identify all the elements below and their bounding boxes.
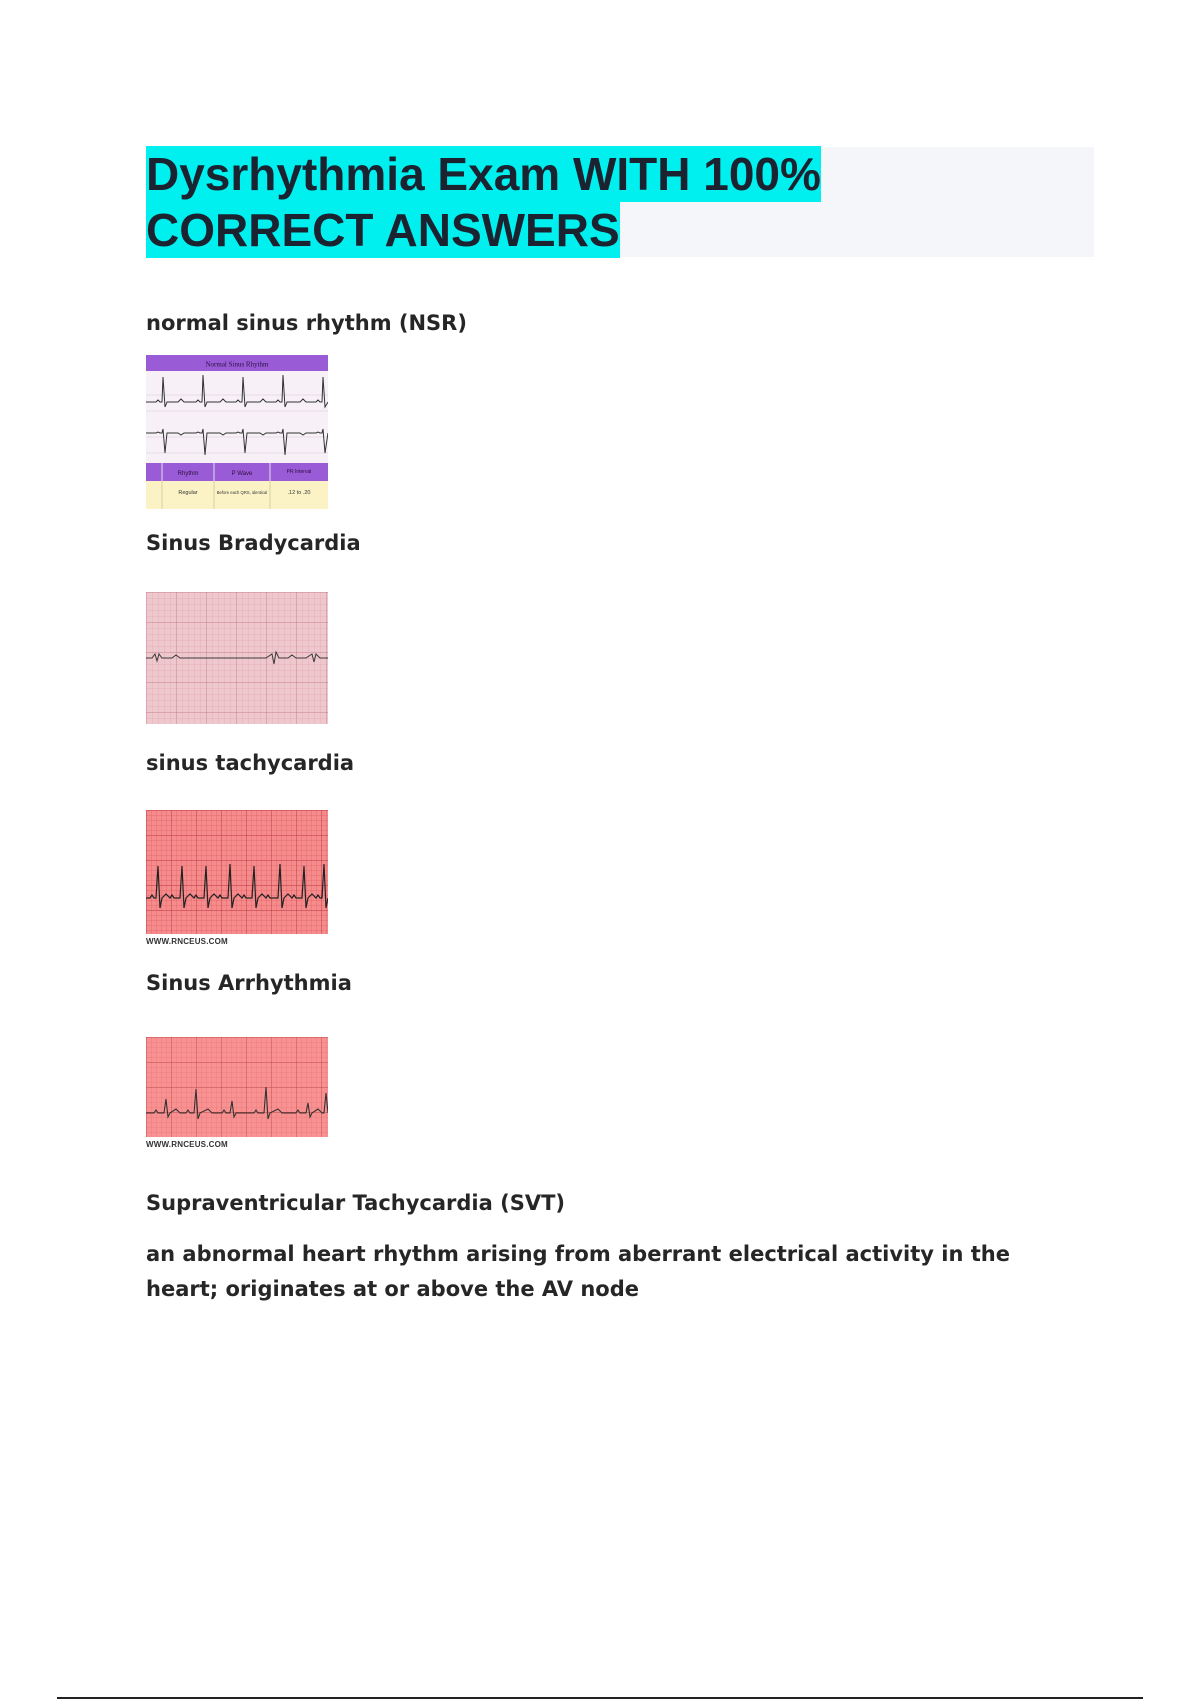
nsr-table-header-pr-interval: PR Interval xyxy=(286,469,312,475)
nsr-table-value-rhythm: Regular xyxy=(178,490,198,496)
term-nsr: normal sinus rhythm (NSR) xyxy=(146,311,467,335)
tachycardia-image-caption: WWW.RNCEUS.COM xyxy=(146,937,228,946)
nsr-chart-header: Normal Sinus Rhythm xyxy=(205,360,269,369)
term-sinus-tachycardia: sinus tachycardia xyxy=(146,751,355,775)
document-title-line-2: CORRECT ANSWERS xyxy=(146,204,620,256)
definition-svt: an abnormal heart rhythm arising from aberrant electrical activity in the heart; originates at or above the AV node xyxy=(146,1242,1010,1301)
nsr-table-header-p-wave: P Wave xyxy=(231,471,253,477)
sinus-arrhythmia-ecg-image xyxy=(146,1037,328,1137)
sinus-tachycardia-ecg-image xyxy=(146,810,328,934)
footer-divider xyxy=(57,1697,1143,1699)
term-svt: Supraventricular Tachycardia (SVT) xyxy=(146,1191,566,1215)
nsr-table-value-pr-interval: .12 to .20 xyxy=(287,490,311,496)
nsr-table-value-p-wave: Before each QRS, identical xyxy=(216,490,268,495)
nsr-ecg-chart-image xyxy=(146,355,328,509)
term-sinus-bradycardia: Sinus Bradycardia xyxy=(146,531,361,555)
term-sinus-arrhythmia: Sinus Arrhythmia xyxy=(146,971,352,995)
sinus-bradycardia-ecg-image xyxy=(146,592,328,724)
document-title-line-1: Dysrhythmia Exam WITH 100% xyxy=(146,148,821,200)
nsr-table-header-rhythm: Rhythm xyxy=(177,471,199,477)
arrhythmia-image-caption: WWW.RNCEUS.COM xyxy=(146,1140,228,1149)
